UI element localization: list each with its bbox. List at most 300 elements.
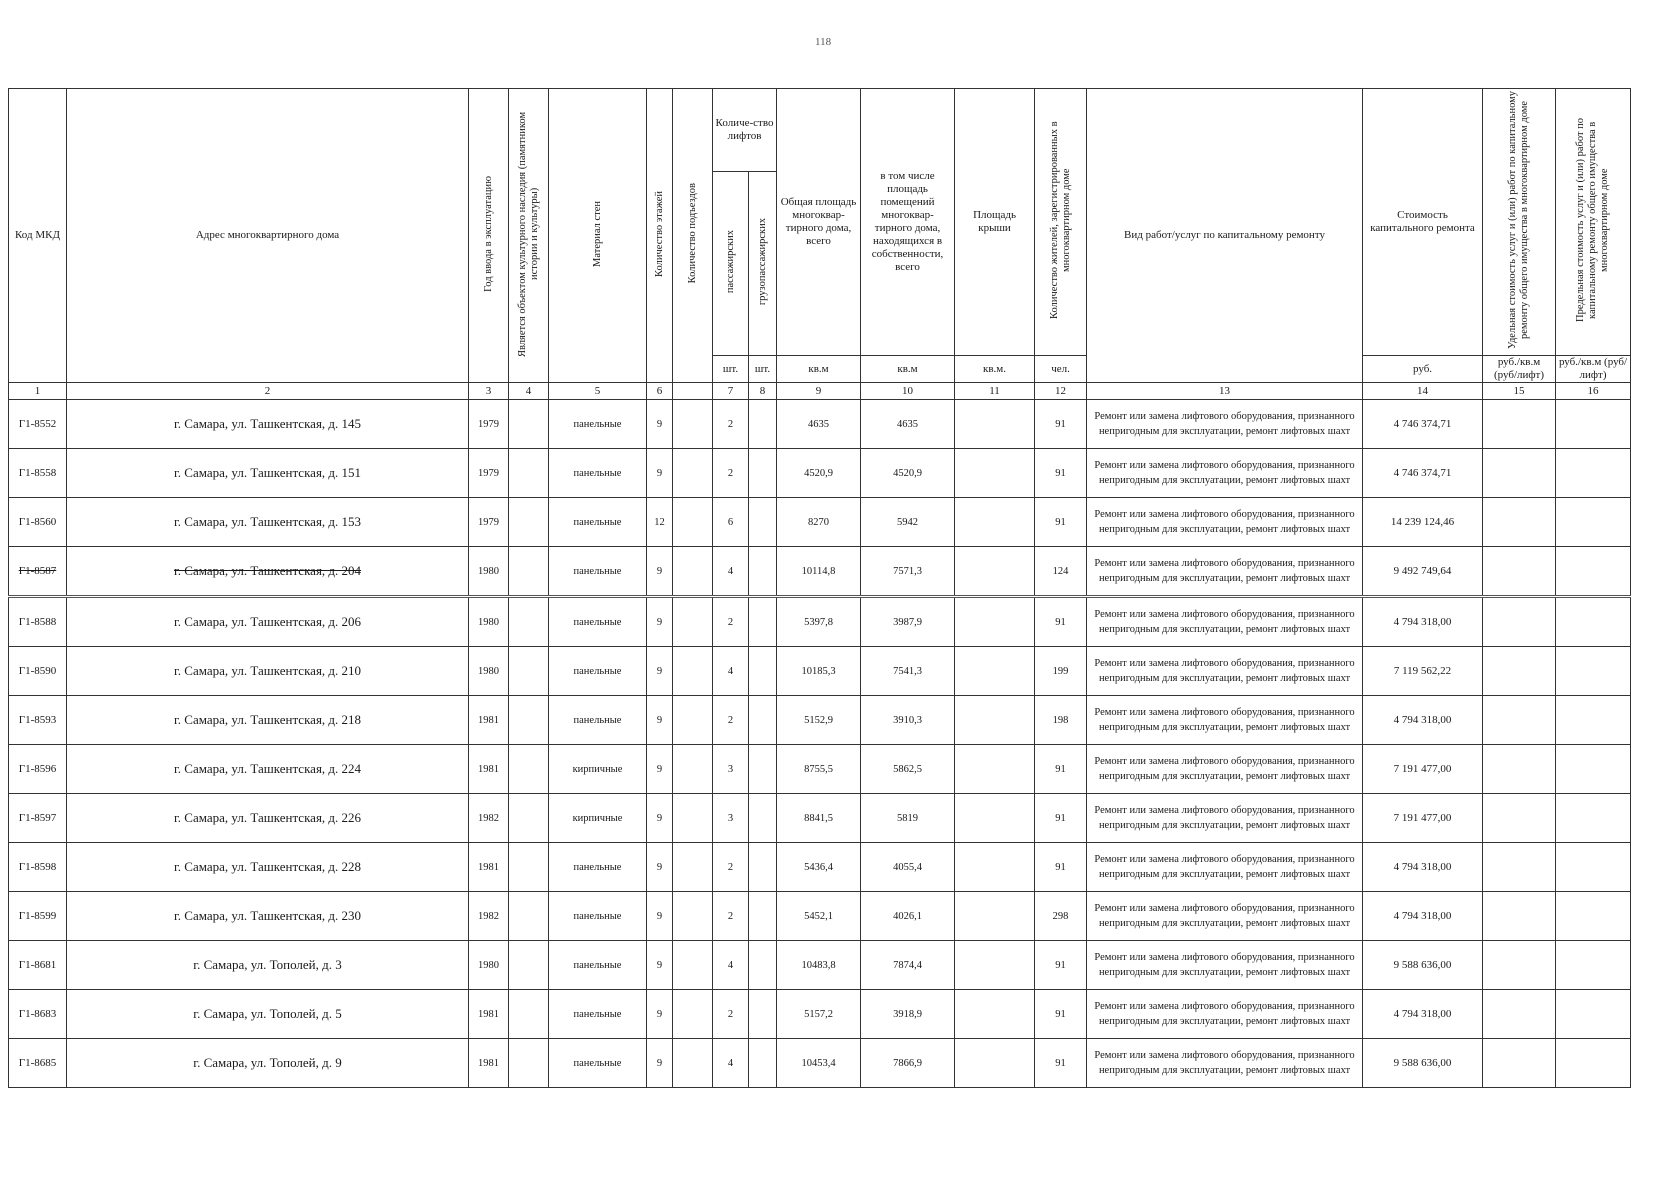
empty-cell [749,843,777,892]
row-lifts: 2 [713,843,749,892]
empty-cell [955,647,1035,696]
row-work-type: Ремонт или замена лифтового оборудования, признанного непригодным для эксплуатации, ремонт лифтовых шахт [1087,696,1363,745]
table-row [9,597,1631,647]
row-address: г. Самара, ул. Ташкентская, д. 230 [67,892,469,941]
empty-cell [673,794,713,843]
row-total-area: 10483,8 [777,941,861,990]
row-lifts: 4 [713,647,749,696]
empty-cell [673,547,713,597]
empty-cell [1556,449,1631,498]
row-lifts: 2 [713,449,749,498]
row-year: 1979 [469,498,509,547]
empty-cell [1556,794,1631,843]
column-numbers-row [9,383,1631,400]
empty-cell [749,498,777,547]
row-year: 1981 [469,696,509,745]
row-residents: 298 [1035,892,1087,941]
empty-cell [509,696,549,745]
empty-cell [1556,547,1631,597]
empty-cell [955,547,1035,597]
row-residents: 91 [1035,597,1087,647]
empty-cell [509,400,549,449]
row-floors: 9 [647,990,673,1039]
capital-repair-table [8,88,1631,1088]
row-work-type: Ремонт или замена лифтового оборудования, признанного непригодным для эксплуатации, ремонт лифтовых шахт [1087,400,1363,449]
row-year: 1981 [469,1039,509,1088]
row-year: 1979 [469,449,509,498]
empty-cell [1483,990,1556,1039]
row-lifts: 2 [713,400,749,449]
empty-cell [673,498,713,547]
row-lifts: 3 [713,745,749,794]
table-row [9,745,1631,794]
row-residents: 91 [1035,843,1087,892]
row-cost: 4 794 318,00 [1363,843,1483,892]
row-cost: 4 794 318,00 [1363,597,1483,647]
row-year: 1980 [469,647,509,696]
column-number: 13 [1087,383,1363,400]
row-address: г. Самара, ул. Ташкентская, д. 210 [67,647,469,696]
empty-cell [1483,597,1556,647]
row-material: панельные [549,843,647,892]
empty-cell [509,990,549,1039]
row-code: Г1-8599 [9,892,67,941]
row-cost: 7 191 477,00 [1363,745,1483,794]
row-lifts: 6 [713,498,749,547]
row-total-area: 8270 [777,498,861,547]
empty-cell [1483,1039,1556,1088]
empty-cell [509,1039,549,1088]
row-residents: 198 [1035,696,1087,745]
column-number: 9 [777,383,861,400]
row-total-area: 8755,5 [777,745,861,794]
row-residents: 91 [1035,498,1087,547]
column-number: 10 [861,383,955,400]
empty-cell [673,696,713,745]
row-year: 1981 [469,843,509,892]
empty-cell [1556,1039,1631,1088]
row-owned-area: 7866,9 [861,1039,955,1088]
header-max-cost: Предельная стоимость услуг и (или) работ по капитальному ремонту общего имущества в многоквартирном доме [1575,117,1611,323]
row-work-type: Ремонт или замена лифтового оборудования, признанного непригодным для эксплуатации, ремонт лифтовых шахт [1087,498,1363,547]
row-address: г. Самара, ул. Ташкентская, д. 226 [67,794,469,843]
row-lifts: 4 [713,547,749,597]
row-year: 1979 [469,400,509,449]
row-cost: 4 746 374,71 [1363,400,1483,449]
unit-lifts-freight: шт. [749,356,777,383]
row-floors: 9 [647,892,673,941]
row-address: г. Самара, ул. Ташкентская, д. 224 [67,745,469,794]
row-total-area: 5157,2 [777,990,861,1039]
empty-cell [955,794,1035,843]
row-owned-area: 4520,9 [861,449,955,498]
header-total-area: Общая площадь многоквар-тирного дома, всего [777,89,861,356]
row-residents: 91 [1035,400,1087,449]
empty-cell [1556,843,1631,892]
row-work-type: Ремонт или замена лифтового оборудования, признанного непригодным для эксплуатации, ремонт лифтовых шахт [1087,745,1363,794]
column-number: 11 [955,383,1035,400]
row-code: Г1-8683 [9,990,67,1039]
empty-cell [1483,843,1556,892]
empty-cell [955,400,1035,449]
unit-cost: руб. [1363,356,1483,383]
row-cost: 4 794 318,00 [1363,696,1483,745]
row-owned-area: 5942 [861,498,955,547]
empty-cell [1483,745,1556,794]
row-year: 1982 [469,794,509,843]
row-floors: 9 [647,745,673,794]
row-address: г. Самара, ул. Ташкентская, д. 206 [67,597,469,647]
header-owned-area: в том числе площадь помещений многоквар-тирного дома, находящихся в собственности, всего [861,89,955,356]
row-work-type: Ремонт или замена лифтового оборудования, признанного непригодным для эксплуатации, ремонт лифтовых шахт [1087,597,1363,647]
empty-cell [1556,745,1631,794]
row-code: Г1-8681 [9,941,67,990]
empty-cell [955,449,1035,498]
header-lifts-freight: грузопассажирских [756,218,768,306]
header-roof-area: Площадь крыши [955,89,1035,356]
row-floors: 9 [647,1039,673,1088]
empty-cell [509,892,549,941]
row-material: кирпичные [549,794,647,843]
column-number: 3 [469,383,509,400]
empty-cell [1483,892,1556,941]
row-residents: 91 [1035,745,1087,794]
row-owned-area: 3910,3 [861,696,955,745]
row-total-area: 4635 [777,400,861,449]
unit-residents: чел. [1035,356,1087,383]
header-entrances: Количество подъездов [686,183,698,284]
empty-cell [673,843,713,892]
row-lifts: 4 [713,1039,749,1088]
empty-cell [509,745,549,794]
row-material: панельные [549,990,647,1039]
row-material: панельные [549,400,647,449]
row-total-area: 10114,8 [777,547,861,597]
row-material: панельные [549,449,647,498]
row-residents: 91 [1035,941,1087,990]
row-code: Г1-8597 [9,794,67,843]
table-header [9,89,1631,400]
header-year: Год ввода в эксплуатацию [482,175,494,292]
header-residents: Количество жителей, зарегистрированных в многоквартирном доме [1048,121,1072,319]
empty-cell [749,696,777,745]
empty-cell [1483,696,1556,745]
empty-cell [955,941,1035,990]
column-number: 2 [67,383,469,400]
column-number: 7 [713,383,749,400]
table-row [9,400,1631,449]
row-code: Г1-8552 [9,400,67,449]
row-address: г. Самара, ул. Тополей, д. 9 [67,1039,469,1088]
row-address: г. Самара, ул. Ташкентская, д. 218 [67,696,469,745]
row-work-type: Ремонт или замена лифтового оборудования, признанного непригодным для эксплуатации, ремонт лифтовых шахт [1087,647,1363,696]
row-owned-area: 3918,9 [861,990,955,1039]
table-row [9,1039,1631,1088]
row-address: г. Самара, ул. Тополей, д. 3 [67,941,469,990]
column-number: 14 [1363,383,1483,400]
row-material: панельные [549,892,647,941]
empty-cell [749,892,777,941]
row-floors: 9 [647,794,673,843]
header-floors: Количество этажей [653,190,665,277]
row-material: панельные [549,1039,647,1088]
empty-cell [955,696,1035,745]
row-year: 1980 [469,547,509,597]
row-total-area: 5452,1 [777,892,861,941]
row-address: г. Самара, ул. Ташкентская, д. 153 [67,498,469,547]
empty-cell [509,843,549,892]
row-floors: 9 [647,597,673,647]
table-row [9,647,1631,696]
empty-cell [749,597,777,647]
empty-cell [1483,794,1556,843]
row-material: панельные [549,597,647,647]
row-total-area: 10185,3 [777,647,861,696]
column-number [673,383,713,400]
header-address: Адрес многоквартирного дома [67,89,469,383]
row-work-type: Ремонт или замена лифтового оборудования, признанного непригодным для эксплуатации, ремонт лифтовых шахт [1087,892,1363,941]
row-floors: 9 [647,941,673,990]
row-work-type: Ремонт или замена лифтового оборудования, признанного непригодным для эксплуатации, ремонт лифтовых шахт [1087,794,1363,843]
row-total-area: 10453,4 [777,1039,861,1088]
empty-cell [749,647,777,696]
empty-cell [673,892,713,941]
header-work-type: Вид работ/услуг по капитальному ремонту [1087,89,1363,383]
row-owned-area: 7874,4 [861,941,955,990]
row-code: Г1-8587 [9,547,67,597]
empty-cell [955,745,1035,794]
empty-cell [1556,990,1631,1039]
empty-cell [749,400,777,449]
row-work-type: Ремонт или замена лифтового оборудования, признанного непригодным для эксплуатации, ремонт лифтовых шахт [1087,449,1363,498]
row-code: Г1-8588 [9,597,67,647]
unit-max-cost: руб./кв.м (руб/лифт) [1556,356,1631,383]
empty-cell [673,745,713,794]
row-material: кирпичные [549,745,647,794]
row-residents: 91 [1035,449,1087,498]
table-row [9,941,1631,990]
empty-cell [509,547,549,597]
empty-cell [509,449,549,498]
empty-cell [1556,892,1631,941]
row-floors: 9 [647,449,673,498]
table-row [9,794,1631,843]
row-owned-area: 7571,3 [861,547,955,597]
empty-cell [509,597,549,647]
row-code: Г1-8596 [9,745,67,794]
row-cost: 9 588 636,00 [1363,1039,1483,1088]
unit-unit-cost: руб./кв.м (руб/лифт) [1483,356,1556,383]
row-total-area: 5397,8 [777,597,861,647]
row-work-type: Ремонт или замена лифтового оборудования, признанного непригодным для эксплуатации, ремонт лифтовых шахт [1087,941,1363,990]
page-number: 118 [815,36,832,48]
header-wall-material: Материал стен [591,200,603,267]
empty-cell [1483,400,1556,449]
row-floors: 9 [647,696,673,745]
row-floors: 9 [647,547,673,597]
row-address: г. Самара, ул. Ташкентская, д. 145 [67,400,469,449]
header-lifts-group: Количе-ство лифтов [713,89,777,172]
row-owned-area: 7541,3 [861,647,955,696]
header-cost: Стоимость капитального ремонта [1363,89,1483,356]
empty-cell [673,449,713,498]
row-lifts: 2 [713,696,749,745]
row-work-type: Ремонт или замена лифтового оборудования, признанного непригодным для эксплуатации, ремонт лифтовых шахт [1087,843,1363,892]
empty-cell [673,990,713,1039]
empty-cell [955,892,1035,941]
empty-cell [1483,547,1556,597]
row-cost: 7 119 562,22 [1363,647,1483,696]
empty-cell [749,547,777,597]
empty-cell [673,400,713,449]
row-lifts: 3 [713,794,749,843]
row-work-type: Ремонт или замена лифтового оборудования, признанного непригодным для эксплуатации, ремонт лифтовых шахт [1087,547,1363,597]
row-owned-area: 5862,5 [861,745,955,794]
empty-cell [1483,498,1556,547]
unit-owned-area: кв.м [861,356,955,383]
empty-cell [673,1039,713,1088]
row-residents: 124 [1035,547,1087,597]
unit-total-area: кв.м [777,356,861,383]
row-address: г. Самара, ул. Ташкентская, д. 151 [67,449,469,498]
row-code: Г1-8560 [9,498,67,547]
row-material: панельные [549,941,647,990]
column-number: 5 [549,383,647,400]
row-cost: 9 588 636,00 [1363,941,1483,990]
row-year: 1980 [469,597,509,647]
table-row [9,843,1631,892]
empty-cell [1483,941,1556,990]
empty-cell [1556,696,1631,745]
column-number: 15 [1483,383,1556,400]
table-row [9,449,1631,498]
row-year: 1981 [469,990,509,1039]
empty-cell [749,745,777,794]
row-address: г. Самара, ул. Ташкентская, д. 204 [67,547,469,597]
row-lifts: 2 [713,892,749,941]
empty-cell [1556,498,1631,547]
row-material: панельные [549,647,647,696]
row-lifts: 2 [713,597,749,647]
row-floors: 12 [647,498,673,547]
empty-cell [509,647,549,696]
row-total-area: 5152,9 [777,696,861,745]
row-owned-area: 4026,1 [861,892,955,941]
row-address: г. Самара, ул. Ташкентская, д. 228 [67,843,469,892]
unit-lifts-passenger: шт. [713,356,749,383]
table-row [9,547,1631,597]
header-heritage: Является объектом культурного наследия (памятником истории и культуры) [516,110,540,357]
header-code: Код МКД [9,89,67,383]
column-number: 16 [1556,383,1631,400]
empty-cell [673,647,713,696]
row-year: 1982 [469,892,509,941]
row-residents: 91 [1035,1039,1087,1088]
column-number: 1 [9,383,67,400]
table-body [9,400,1631,1088]
table-row [9,892,1631,941]
table-row [9,696,1631,745]
empty-cell [749,990,777,1039]
empty-cell [955,990,1035,1039]
row-material: панельные [549,498,647,547]
column-number: 12 [1035,383,1087,400]
row-work-type: Ремонт или замена лифтового оборудования, признанного непригодным для эксплуатации, ремонт лифтовых шахт [1087,990,1363,1039]
row-lifts: 2 [713,990,749,1039]
row-code: Г1-8558 [9,449,67,498]
empty-cell [749,794,777,843]
row-owned-area: 3987,9 [861,597,955,647]
column-number: 6 [647,383,673,400]
empty-cell [1556,597,1631,647]
table-row [9,498,1631,547]
row-floors: 9 [647,843,673,892]
row-cost: 9 492 749,64 [1363,547,1483,597]
row-owned-area: 4055,4 [861,843,955,892]
unit-roof-area: кв.м. [955,356,1035,383]
row-year: 1980 [469,941,509,990]
empty-cell [673,941,713,990]
header-lifts-passenger: пассажирских [724,230,736,294]
empty-cell [1483,449,1556,498]
row-floors: 9 [647,400,673,449]
row-cost: 7 191 477,00 [1363,794,1483,843]
row-residents: 91 [1035,990,1087,1039]
table-row [9,990,1631,1039]
empty-cell [1556,941,1631,990]
row-code: Г1-8598 [9,843,67,892]
row-code: Г1-8685 [9,1039,67,1088]
empty-cell [749,941,777,990]
empty-cell [1556,647,1631,696]
row-address: г. Самара, ул. Тополей, д. 5 [67,990,469,1039]
empty-cell [955,1039,1035,1088]
empty-cell [673,597,713,647]
row-total-area: 4520,9 [777,449,861,498]
row-code: Г1-8593 [9,696,67,745]
row-lifts: 4 [713,941,749,990]
row-cost: 4 794 318,00 [1363,990,1483,1039]
empty-cell [1483,647,1556,696]
row-cost: 4 794 318,00 [1363,892,1483,941]
empty-cell [1556,400,1631,449]
empty-cell [955,597,1035,647]
row-floors: 9 [647,647,673,696]
column-number: 4 [509,383,549,400]
row-year: 1981 [469,745,509,794]
row-total-area: 5436,4 [777,843,861,892]
row-work-type: Ремонт или замена лифтового оборудования, признанного непригодным для эксплуатации, ремонт лифтовых шахт [1087,1039,1363,1088]
empty-cell [955,843,1035,892]
row-cost: 4 746 374,71 [1363,449,1483,498]
empty-cell [749,449,777,498]
empty-cell [509,941,549,990]
empty-cell [749,1039,777,1088]
row-residents: 91 [1035,794,1087,843]
empty-cell [509,498,549,547]
empty-cell [955,498,1035,547]
row-code: Г1-8590 [9,647,67,696]
column-number: 8 [749,383,777,400]
row-residents: 199 [1035,647,1087,696]
row-material: панельные [549,547,647,597]
row-owned-area: 5819 [861,794,955,843]
header-unit-cost: Удельная стоимость услуг и (или) работ по капитальному ремонту общего имущества в многоквартирном доме [1507,90,1531,350]
row-material: панельные [549,696,647,745]
empty-cell [509,794,549,843]
row-cost: 14 239 124,46 [1363,498,1483,547]
row-owned-area: 4635 [861,400,955,449]
